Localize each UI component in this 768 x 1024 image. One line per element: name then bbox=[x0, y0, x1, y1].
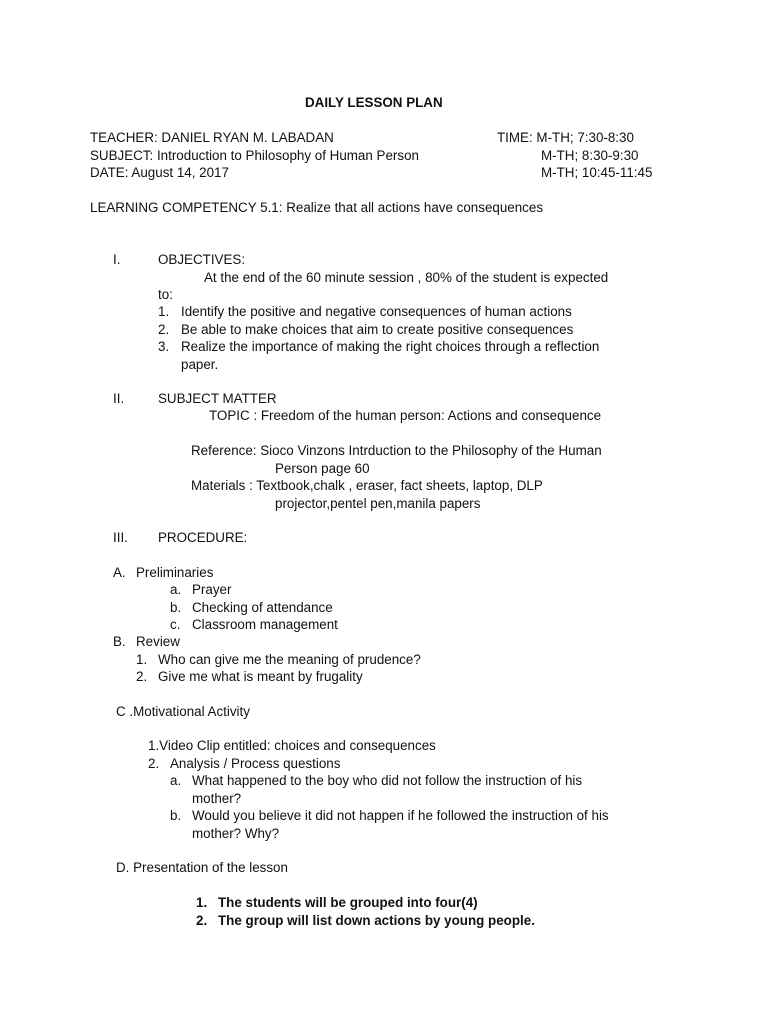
time-line-1: TIME: M-TH; 7:30-8:30 bbox=[497, 130, 634, 145]
motivational-heading: C .Motivational Activity bbox=[116, 704, 250, 719]
objective-item: Be able to make choices that aim to create positive consequences bbox=[181, 322, 574, 337]
subject-line: SUBJECT: Introduction to Philosophy of Human Person bbox=[90, 148, 419, 163]
objectives-heading: OBJECTIVES: bbox=[158, 252, 246, 267]
review-question: Who can give me the meaning of prudence? bbox=[158, 652, 421, 667]
reference-line-cont: Person page 60 bbox=[275, 461, 370, 476]
teacher-line: TEACHER: DANIEL RYAN M. LABADAN bbox=[90, 130, 334, 145]
preliminaries-heading: Preliminaries bbox=[136, 565, 214, 580]
motivational-number: 2. bbox=[148, 756, 160, 771]
preliminary-letter: a. bbox=[170, 582, 182, 597]
objectives-intro: At the end of the 60 minute session , 80% of the student is expected bbox=[204, 270, 609, 285]
reference-line: Reference: Sioco Vinzons Intrduction to the Philosophy of the Human bbox=[191, 443, 602, 458]
process-question: Would you believe it did not happen if he followed the instruction of his bbox=[192, 808, 609, 823]
presentation-number: 1. bbox=[196, 895, 208, 910]
preliminary-item: Prayer bbox=[192, 582, 232, 597]
time-line-3: M-TH; 10:45-11:45 bbox=[541, 165, 653, 180]
preliminary-letter: c. bbox=[170, 617, 181, 632]
objective-item: Realize the importance of making the right choices through a reflection bbox=[181, 339, 600, 354]
presentation-number: 2. bbox=[196, 913, 208, 928]
topic-line: TOPIC : Freedom of the human person: Actions and consequence bbox=[209, 408, 602, 423]
subject-matter-heading: SUBJECT MATTER bbox=[158, 391, 277, 406]
document-title: DAILY LESSON PLAN bbox=[305, 95, 443, 110]
review-question: Give me what is meant by frugality bbox=[158, 669, 363, 684]
motivational-item: Analysis / Process questions bbox=[170, 756, 341, 771]
preliminary-letter: b. bbox=[170, 600, 182, 615]
preliminaries-label: A. bbox=[113, 565, 126, 580]
presentation-heading: D. Presentation of the lesson bbox=[116, 860, 288, 875]
time-line-2: M-TH; 8:30-9:30 bbox=[541, 148, 639, 163]
objectives-intro-cont: to: bbox=[158, 287, 173, 302]
objective-item-cont: paper. bbox=[181, 357, 219, 372]
review-number: 1. bbox=[136, 652, 148, 667]
objective-item: Identify the positive and negative consequences of human actions bbox=[181, 304, 572, 319]
procedure-heading: PROCEDURE: bbox=[158, 530, 248, 545]
review-number: 2. bbox=[136, 669, 148, 684]
date-line: DATE: August 14, 2017 bbox=[90, 165, 229, 180]
objective-number: 2. bbox=[158, 322, 170, 337]
learning-competency: LEARNING COMPETENCY 5.1: Realize that all actions have consequences bbox=[90, 200, 544, 215]
question-letter: b. bbox=[170, 808, 182, 823]
preliminary-item: Checking of attendance bbox=[192, 600, 333, 615]
objectives-numeral: I. bbox=[113, 252, 121, 267]
presentation-item: The group will list down actions by young people. bbox=[218, 913, 535, 928]
procedure-numeral: III. bbox=[113, 530, 128, 545]
objective-number: 3. bbox=[158, 339, 170, 354]
preliminary-item: Classroom management bbox=[192, 617, 338, 632]
question-letter: a. bbox=[170, 773, 182, 788]
process-question: What happened to the boy who did not follow the instruction of his bbox=[192, 773, 583, 788]
review-heading: Review bbox=[136, 634, 180, 649]
motivational-item: 1.Video Clip entitled: choices and consequences bbox=[148, 738, 436, 753]
materials-line: Materials : Textbook,chalk , eraser, fact sheets, laptop, DLP bbox=[191, 478, 543, 493]
presentation-item: The students will be grouped into four(4) bbox=[218, 895, 478, 910]
materials-line-cont: projector,pentel pen,manila papers bbox=[275, 496, 481, 511]
subject-matter-numeral: II. bbox=[113, 391, 125, 406]
process-question-cont: mother? Why? bbox=[192, 826, 280, 841]
objective-number: 1. bbox=[158, 304, 170, 319]
process-question-cont: mother? bbox=[192, 791, 242, 806]
review-label: B. bbox=[113, 634, 126, 649]
